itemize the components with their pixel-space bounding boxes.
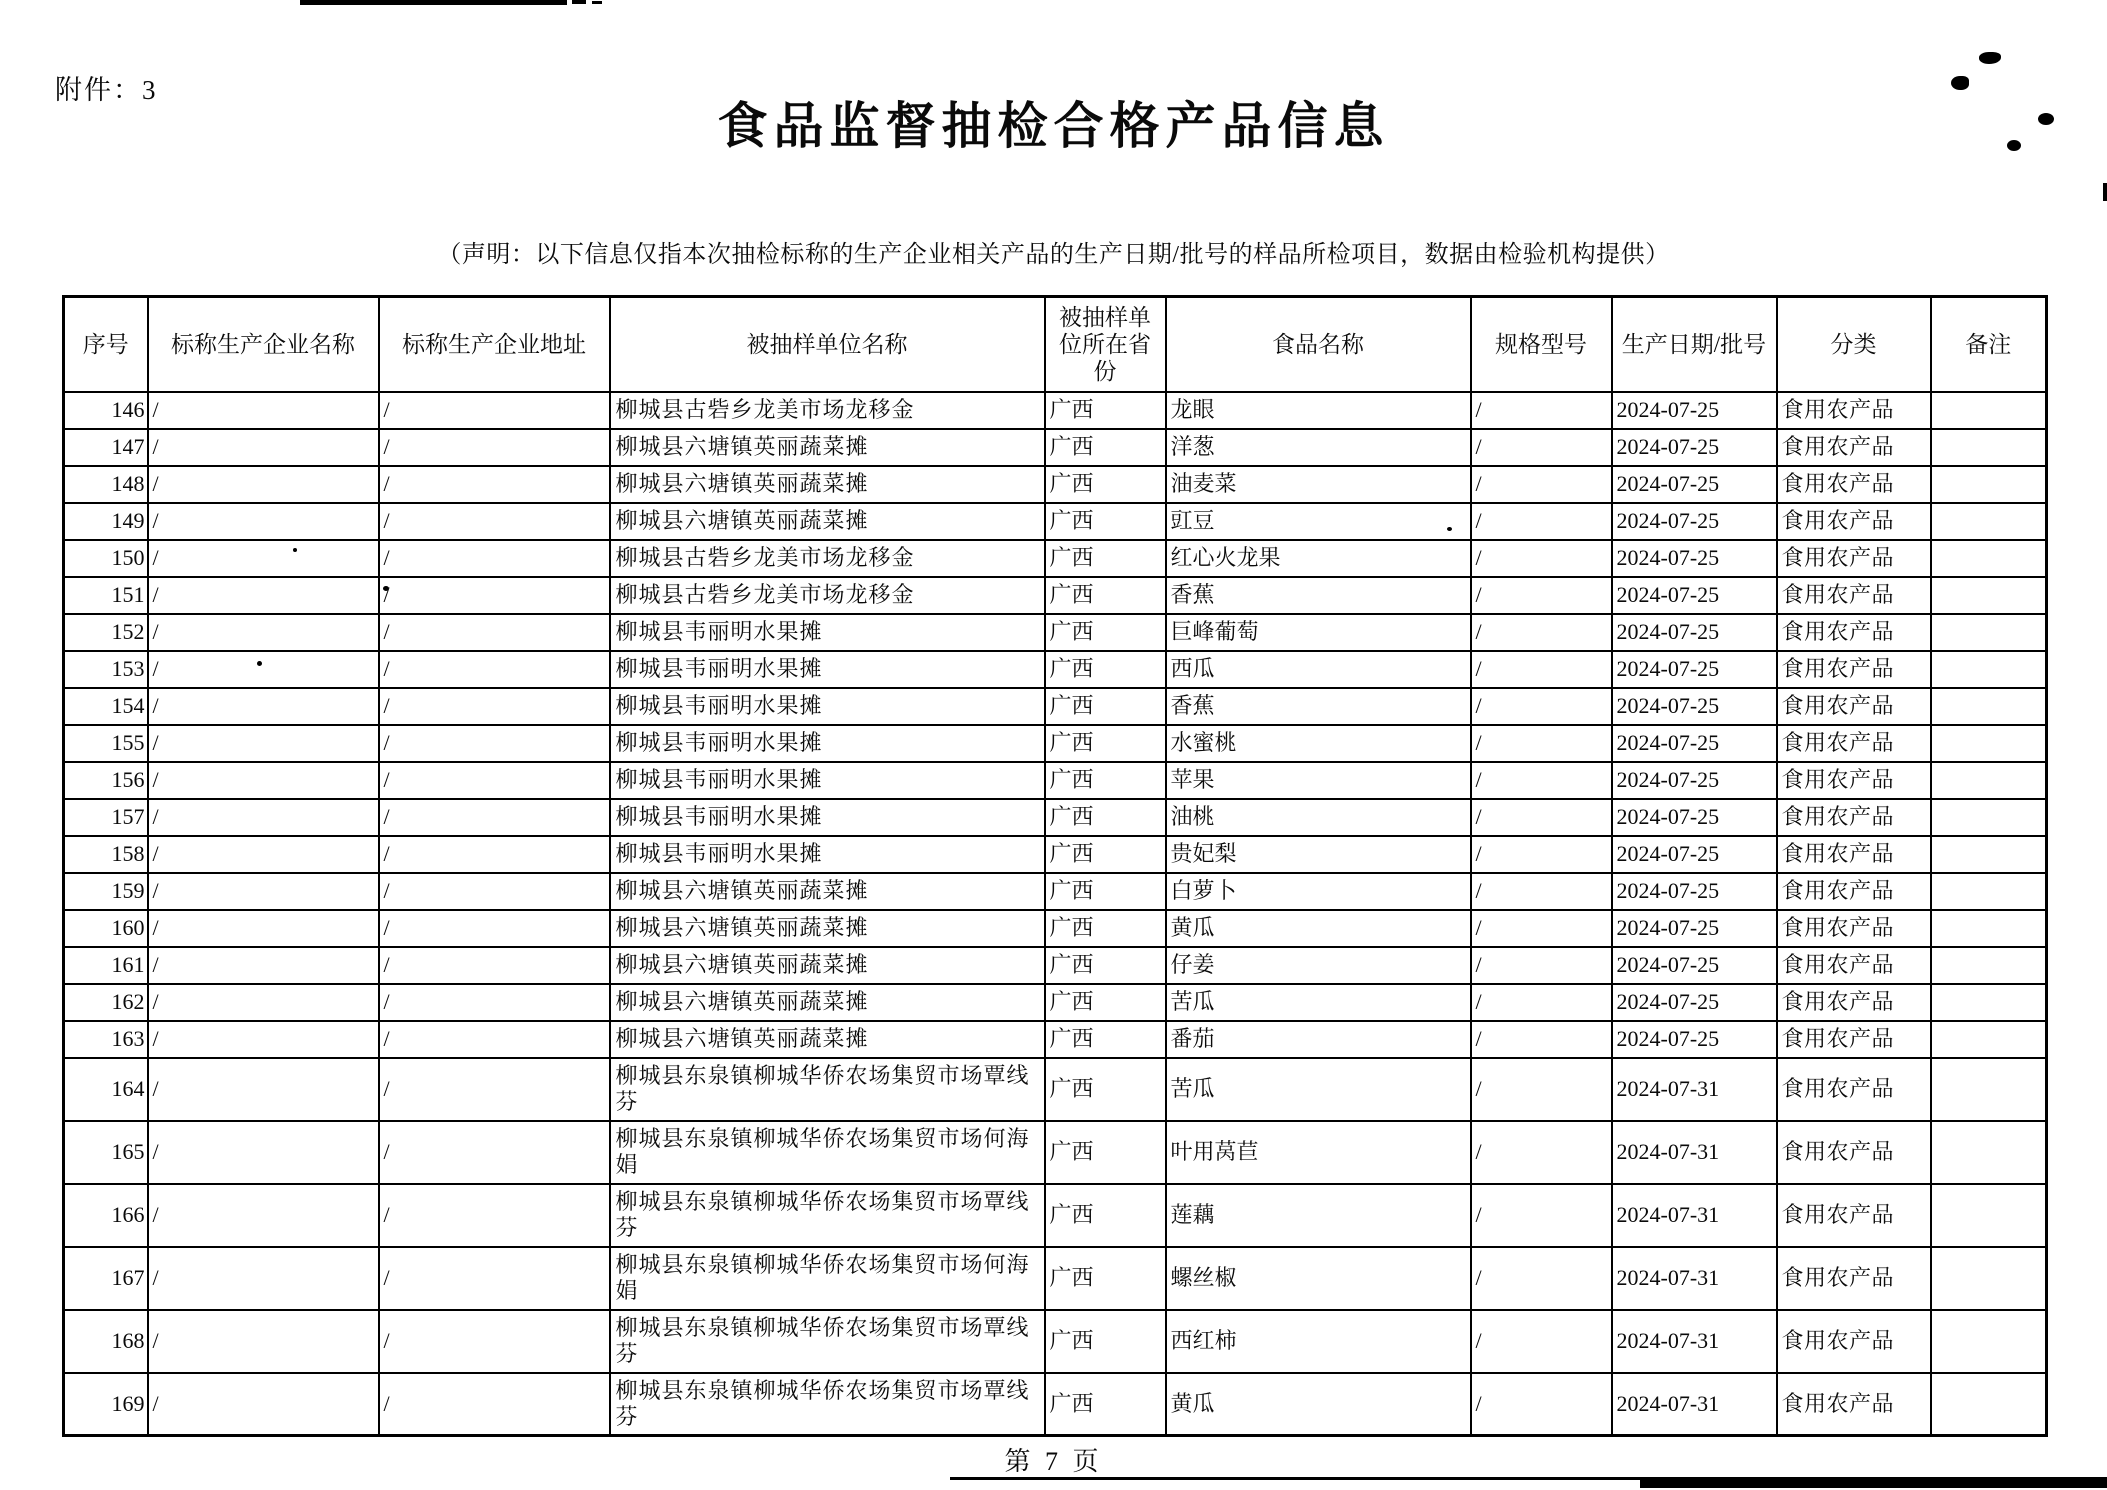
table-cell: / xyxy=(379,429,610,466)
table-cell: / xyxy=(1471,466,1612,503)
table-cell: 2024-07-31 xyxy=(1612,1373,1777,1436)
table-cell: 2024-07-25 xyxy=(1612,577,1777,614)
table-cell: 广西 xyxy=(1045,1021,1166,1058)
table-cell: 2024-07-25 xyxy=(1612,984,1777,1021)
table-cell: 白萝卜 xyxy=(1166,873,1471,910)
table-cell: 油麦菜 xyxy=(1166,466,1471,503)
table-cell: / xyxy=(148,1021,379,1058)
table-cell xyxy=(1931,466,2047,503)
table-cell: / xyxy=(379,1121,610,1184)
table-cell: / xyxy=(379,1021,610,1058)
table-cell: 番茄 xyxy=(1166,1021,1471,1058)
table-cell: / xyxy=(379,614,610,651)
table-cell: 柳城县韦丽明水果摊 xyxy=(610,725,1045,762)
table-cell: 2024-07-25 xyxy=(1612,910,1777,947)
table-cell: / xyxy=(148,725,379,762)
table-header-row xyxy=(64,297,2047,392)
table-cell: / xyxy=(379,651,610,688)
column-header: 分类 xyxy=(1777,297,1931,392)
table-cell: 广西 xyxy=(1045,873,1166,910)
table-cell: / xyxy=(379,799,610,836)
table-cell: / xyxy=(379,1310,610,1373)
table-cell: 广西 xyxy=(1045,651,1166,688)
table-cell xyxy=(1931,651,2047,688)
table-cell: 160 xyxy=(64,910,148,947)
table-cell: / xyxy=(148,688,379,725)
table-cell: 食用农产品 xyxy=(1777,651,1931,688)
table-cell xyxy=(1931,1184,2047,1247)
table-cell: 柳城县六塘镇英丽蔬菜摊 xyxy=(610,429,1045,466)
column-header: 被抽样单位名称 xyxy=(610,297,1045,392)
table-cell: / xyxy=(1471,1058,1612,1121)
table-cell: / xyxy=(379,984,610,1021)
table-cell: 2024-07-25 xyxy=(1612,614,1777,651)
scan-artifact-edge-mark xyxy=(2103,183,2107,201)
table-cell xyxy=(1931,688,2047,725)
table-cell: 广西 xyxy=(1045,577,1166,614)
table-cell: 2024-07-31 xyxy=(1612,1310,1777,1373)
table-cell: 柳城县六塘镇英丽蔬菜摊 xyxy=(610,910,1045,947)
table-cell: 苹果 xyxy=(1166,762,1471,799)
table-row xyxy=(64,1310,2047,1373)
table-cell: 2024-07-25 xyxy=(1612,873,1777,910)
table-cell: 广西 xyxy=(1045,725,1166,762)
table-cell: 广西 xyxy=(1045,1184,1166,1247)
table-cell: 柳城县古砦乡龙美市场龙移金 xyxy=(610,540,1045,577)
table-cell: / xyxy=(1471,836,1612,873)
table-cell: 2024-07-25 xyxy=(1612,503,1777,540)
table-cell: / xyxy=(1471,1310,1612,1373)
table-cell: 食用农产品 xyxy=(1777,1247,1931,1310)
column-header: 序号 xyxy=(64,297,148,392)
table-cell: 柳城县东泉镇柳城华侨农场集贸市场覃线芬 xyxy=(610,1310,1045,1373)
scan-artifact-top-dash xyxy=(572,0,586,4)
page-title: 食品监督抽检合格产品信息 xyxy=(717,98,1390,154)
table-cell: 166 xyxy=(64,1184,148,1247)
table-cell: / xyxy=(379,540,610,577)
table-cell: 柳城县东泉镇柳城华侨农场集贸市场覃线芬 xyxy=(610,1373,1045,1436)
table-cell: 广西 xyxy=(1045,540,1166,577)
table-cell: 广西 xyxy=(1045,762,1166,799)
table-cell: 螺丝椒 xyxy=(1166,1247,1471,1310)
table-cell: / xyxy=(379,1247,610,1310)
table-cell: 广西 xyxy=(1045,1247,1166,1310)
table-cell: 柳城县六塘镇英丽蔬菜摊 xyxy=(610,947,1045,984)
table-cell: 168 xyxy=(64,1310,148,1373)
table-cell: / xyxy=(379,762,610,799)
table-cell: 2024-07-25 xyxy=(1612,651,1777,688)
table-cell: 广西 xyxy=(1045,836,1166,873)
column-header: 规格型号 xyxy=(1471,297,1612,392)
table-row xyxy=(64,1121,2047,1184)
table-cell: 2024-07-25 xyxy=(1612,466,1777,503)
table-cell: 贵妃梨 xyxy=(1166,836,1471,873)
table-cell: / xyxy=(1471,799,1612,836)
table-cell: 广西 xyxy=(1045,429,1166,466)
table-row xyxy=(64,614,2047,651)
table-cell: 广西 xyxy=(1045,910,1166,947)
table-cell xyxy=(1931,1021,2047,1058)
table-cell: 食用农产品 xyxy=(1777,577,1931,614)
table-cell: / xyxy=(148,651,379,688)
table-cell xyxy=(1931,762,2047,799)
table-cell: 146 xyxy=(64,392,148,429)
column-header: 标称生产企业名称 xyxy=(148,297,379,392)
table-row xyxy=(64,725,2047,762)
table-row xyxy=(64,873,2047,910)
table-cell xyxy=(1931,614,2047,651)
table-cell: / xyxy=(379,466,610,503)
table-cell: 食用农产品 xyxy=(1777,947,1931,984)
table-cell: 167 xyxy=(64,1247,148,1310)
table-cell xyxy=(1931,947,2047,984)
table-cell: 柳城县东泉镇柳城华侨农场集贸市场覃线芬 xyxy=(610,1058,1045,1121)
table-cell xyxy=(1931,1121,2047,1184)
table-cell xyxy=(1931,1247,2047,1310)
table-row xyxy=(64,429,2047,466)
table-cell: 2024-07-25 xyxy=(1612,762,1777,799)
table-cell: / xyxy=(379,1373,610,1436)
table-cell: / xyxy=(1471,1021,1612,1058)
table-cell: 2024-07-25 xyxy=(1612,688,1777,725)
table-cell: 广西 xyxy=(1045,688,1166,725)
table-cell: / xyxy=(1471,762,1612,799)
table-row xyxy=(64,1247,2047,1310)
table-cell: / xyxy=(1471,910,1612,947)
table-cell: / xyxy=(148,540,379,577)
table-cell: / xyxy=(379,1058,610,1121)
table-cell: 龙眼 xyxy=(1166,392,1471,429)
table-cell: 柳城县古砦乡龙美市场龙移金 xyxy=(610,577,1045,614)
table-cell: 柳城县东泉镇柳城华侨农场集贸市场何海娟 xyxy=(610,1121,1045,1184)
table-cell: / xyxy=(379,947,610,984)
table-cell: 食用农产品 xyxy=(1777,1373,1931,1436)
table-cell: 164 xyxy=(64,1058,148,1121)
table-cell xyxy=(1931,392,2047,429)
table-cell: 食用农产品 xyxy=(1777,910,1931,947)
table-row xyxy=(64,688,2047,725)
table-cell: 163 xyxy=(64,1021,148,1058)
table-cell xyxy=(1931,836,2047,873)
table-cell: / xyxy=(148,1373,379,1436)
table-cell: 食用农产品 xyxy=(1777,1121,1931,1184)
table-row xyxy=(64,984,2047,1021)
table-cell: 食用农产品 xyxy=(1777,503,1931,540)
table-cell: 油桃 xyxy=(1166,799,1471,836)
table-cell: 159 xyxy=(64,873,148,910)
table-cell: 莲藕 xyxy=(1166,1184,1471,1247)
table-cell: 2024-07-25 xyxy=(1612,540,1777,577)
table-cell: / xyxy=(148,466,379,503)
table-cell: / xyxy=(148,762,379,799)
table-cell: / xyxy=(148,873,379,910)
table-cell: 黄瓜 xyxy=(1166,1373,1471,1436)
table-cell: 豇豆 xyxy=(1166,503,1471,540)
table-cell: 广西 xyxy=(1045,1121,1166,1184)
column-header: 标称生产企业地址 xyxy=(379,297,610,392)
table-row xyxy=(64,947,2047,984)
table-cell xyxy=(1931,1373,2047,1436)
table-cell: 广西 xyxy=(1045,503,1166,540)
table-cell: / xyxy=(148,836,379,873)
table-cell: 柳城县韦丽明水果摊 xyxy=(610,799,1045,836)
table-cell: 柳城县古砦乡龙美市场龙移金 xyxy=(610,392,1045,429)
table-cell: / xyxy=(1471,651,1612,688)
table-cell: 食用农产品 xyxy=(1777,836,1931,873)
table-cell: 食用农产品 xyxy=(1777,984,1931,1021)
table-cell: / xyxy=(1471,577,1612,614)
table-cell: / xyxy=(148,1121,379,1184)
table-cell: 仔姜 xyxy=(1166,947,1471,984)
table-cell: 柳城县东泉镇柳城华侨农场集贸市场覃线芬 xyxy=(610,1184,1045,1247)
table-cell: / xyxy=(1471,1247,1612,1310)
table-row xyxy=(64,392,2047,429)
table-cell: 水蜜桃 xyxy=(1166,725,1471,762)
table-cell xyxy=(1931,984,2047,1021)
table-cell: 香蕉 xyxy=(1166,688,1471,725)
table-cell: / xyxy=(1471,614,1612,651)
table-cell: 苦瓜 xyxy=(1166,1058,1471,1121)
table-cell xyxy=(1931,1310,2047,1373)
table-row xyxy=(64,762,2047,799)
table-cell: 广西 xyxy=(1045,1058,1166,1121)
table-cell: 158 xyxy=(64,836,148,873)
table-cell: 柳城县六塘镇英丽蔬菜摊 xyxy=(610,873,1045,910)
table-row xyxy=(64,577,2047,614)
table-cell: 广西 xyxy=(1045,1373,1166,1436)
table-cell: 广西 xyxy=(1045,799,1166,836)
table-cell: / xyxy=(1471,873,1612,910)
table-body xyxy=(64,392,2047,1436)
table-cell: 156 xyxy=(64,762,148,799)
table-cell: 苦瓜 xyxy=(1166,984,1471,1021)
table-cell: 149 xyxy=(64,503,148,540)
table-cell: / xyxy=(1471,688,1612,725)
table-row xyxy=(64,466,2047,503)
scan-artifact-bottom-bar xyxy=(1640,1478,2107,1488)
table-cell: / xyxy=(148,910,379,947)
table-cell: 巨峰葡萄 xyxy=(1166,614,1471,651)
table-cell: 食用农产品 xyxy=(1777,1058,1931,1121)
table-cell: / xyxy=(1471,725,1612,762)
table-cell: 161 xyxy=(64,947,148,984)
table-cell: / xyxy=(1471,1121,1612,1184)
table-cell xyxy=(1931,503,2047,540)
table-cell xyxy=(1931,799,2047,836)
table-cell: 147 xyxy=(64,429,148,466)
table-cell: 162 xyxy=(64,984,148,1021)
table-cell: 食用农产品 xyxy=(1777,614,1931,651)
table-cell: / xyxy=(148,1247,379,1310)
table-cell: 广西 xyxy=(1045,614,1166,651)
table-cell: / xyxy=(379,503,610,540)
table-cell: 洋葱 xyxy=(1166,429,1471,466)
table-row xyxy=(64,910,2047,947)
table-row xyxy=(64,503,2047,540)
table-cell: 2024-07-25 xyxy=(1612,799,1777,836)
table-cell: 柳城县六塘镇英丽蔬菜摊 xyxy=(610,984,1045,1021)
table-cell: 食用农产品 xyxy=(1777,799,1931,836)
table-cell: / xyxy=(1471,429,1612,466)
table-cell: / xyxy=(148,577,379,614)
table-cell: 柳城县韦丽明水果摊 xyxy=(610,836,1045,873)
table-cell: 2024-07-31 xyxy=(1612,1184,1777,1247)
table-cell: 155 xyxy=(64,725,148,762)
table-cell: 2024-07-31 xyxy=(1612,1121,1777,1184)
table-cell: / xyxy=(148,392,379,429)
table-cell: / xyxy=(379,577,610,614)
table-cell: 2024-07-31 xyxy=(1612,1247,1777,1310)
table-cell: / xyxy=(1471,503,1612,540)
table-cell: 广西 xyxy=(1045,392,1166,429)
table-cell: / xyxy=(148,799,379,836)
table-cell: / xyxy=(148,503,379,540)
declaration-note: （声明：以下信息仅指本次抽检标称的生产企业相关产品的生产日期/批号的样品所检项目，数据由检验机构提供） xyxy=(437,242,1670,268)
table-cell: 2024-07-25 xyxy=(1612,1021,1777,1058)
table-cell: 2024-07-25 xyxy=(1612,725,1777,762)
page-number: 第 7 页 xyxy=(1004,1447,1103,1476)
attachment-label: 附件：3 xyxy=(55,75,158,105)
table-row xyxy=(64,651,2047,688)
table-cell: / xyxy=(148,429,379,466)
table-cell: / xyxy=(148,614,379,651)
table-cell: / xyxy=(379,873,610,910)
table-cell: 柳城县六塘镇英丽蔬菜摊 xyxy=(610,1021,1045,1058)
table-cell xyxy=(1931,873,2047,910)
table-row xyxy=(64,1373,2047,1436)
table-cell: / xyxy=(1471,1373,1612,1436)
table-cell: 柳城县六塘镇英丽蔬菜摊 xyxy=(610,503,1045,540)
table-cell: 154 xyxy=(64,688,148,725)
table-cell: 柳城县韦丽明水果摊 xyxy=(610,651,1045,688)
table-cell xyxy=(1931,429,2047,466)
table-cell: 食用农产品 xyxy=(1777,1021,1931,1058)
table-cell: 148 xyxy=(64,466,148,503)
table-cell: 柳城县韦丽明水果摊 xyxy=(610,614,1045,651)
table-cell: / xyxy=(379,910,610,947)
table-cell: 食用农产品 xyxy=(1777,1310,1931,1373)
table-cell: 食用农产品 xyxy=(1777,1184,1931,1247)
scan-artifact-top-bar xyxy=(300,0,567,5)
table-cell: 2024-07-25 xyxy=(1612,392,1777,429)
table-cell: / xyxy=(379,1184,610,1247)
table-cell: / xyxy=(148,1310,379,1373)
table-cell: 食用农产品 xyxy=(1777,429,1931,466)
table-row xyxy=(64,1058,2047,1121)
table-cell: 西红柿 xyxy=(1166,1310,1471,1373)
table-row xyxy=(64,1021,2047,1058)
column-header: 食品名称 xyxy=(1166,297,1471,392)
table-cell: / xyxy=(148,984,379,1021)
table-cell: 169 xyxy=(64,1373,148,1436)
table-cell: 2024-07-31 xyxy=(1612,1058,1777,1121)
table-cell xyxy=(1931,540,2047,577)
table-cell xyxy=(1931,577,2047,614)
table-cell: 食用农产品 xyxy=(1777,466,1931,503)
table-cell: / xyxy=(148,947,379,984)
table-cell: 柳城县韦丽明水果摊 xyxy=(610,762,1045,799)
table-cell xyxy=(1931,910,2047,947)
table-cell xyxy=(1931,725,2047,762)
table-cell: / xyxy=(1471,1184,1612,1247)
table-cell: 2024-07-25 xyxy=(1612,947,1777,984)
table-cell: / xyxy=(1471,947,1612,984)
table-cell: 柳城县六塘镇英丽蔬菜摊 xyxy=(610,466,1045,503)
table-header xyxy=(64,297,2047,392)
table-cell: 2024-07-25 xyxy=(1612,429,1777,466)
table-cell: 柳城县东泉镇柳城华侨农场集贸市场何海娟 xyxy=(610,1247,1045,1310)
table-cell: / xyxy=(1471,392,1612,429)
table-cell: / xyxy=(379,836,610,873)
table-row xyxy=(64,1184,2047,1247)
table-cell: 黄瓜 xyxy=(1166,910,1471,947)
table-cell: 红心火龙果 xyxy=(1166,540,1471,577)
column-header: 备注 xyxy=(1931,297,2047,392)
table-cell: 西瓜 xyxy=(1166,651,1471,688)
table-cell: 食用农产品 xyxy=(1777,725,1931,762)
table-cell: 广西 xyxy=(1045,984,1166,1021)
table-cell: 165 xyxy=(64,1121,148,1184)
table-cell: 157 xyxy=(64,799,148,836)
table-cell: 广西 xyxy=(1045,466,1166,503)
table-cell: 153 xyxy=(64,651,148,688)
table-cell: 广西 xyxy=(1045,947,1166,984)
table-cell: 食用农产品 xyxy=(1777,873,1931,910)
column-header: 生产日期/批号 xyxy=(1612,297,1777,392)
table-cell: / xyxy=(379,392,610,429)
table-cell: / xyxy=(379,725,610,762)
table-cell: / xyxy=(379,688,610,725)
table-cell: / xyxy=(148,1184,379,1247)
table-cell: 食用农产品 xyxy=(1777,540,1931,577)
scan-artifact-ink-dot xyxy=(1979,52,2001,64)
table-cell: 叶用莴苣 xyxy=(1166,1121,1471,1184)
table-cell: 食用农产品 xyxy=(1777,392,1931,429)
table-row xyxy=(64,836,2047,873)
table-cell: 广西 xyxy=(1045,1310,1166,1373)
table-row xyxy=(64,799,2047,836)
table-cell: 152 xyxy=(64,614,148,651)
table-cell: / xyxy=(148,1058,379,1121)
scan-artifact-top-dash xyxy=(592,1,602,4)
table-cell: 151 xyxy=(64,577,148,614)
table-row xyxy=(64,540,2047,577)
table-cell: / xyxy=(1471,984,1612,1021)
column-header: 被抽样单位所在省份 xyxy=(1045,297,1166,392)
table-cell: 2024-07-25 xyxy=(1612,836,1777,873)
inspection-results-table xyxy=(62,295,2048,1437)
table-cell: 150 xyxy=(64,540,148,577)
table-cell xyxy=(1931,1058,2047,1121)
table-cell: 食用农产品 xyxy=(1777,762,1931,799)
table-cell: 柳城县韦丽明水果摊 xyxy=(610,688,1045,725)
table-cell: 食用农产品 xyxy=(1777,688,1931,725)
table-cell: / xyxy=(1471,540,1612,577)
table-cell: 香蕉 xyxy=(1166,577,1471,614)
